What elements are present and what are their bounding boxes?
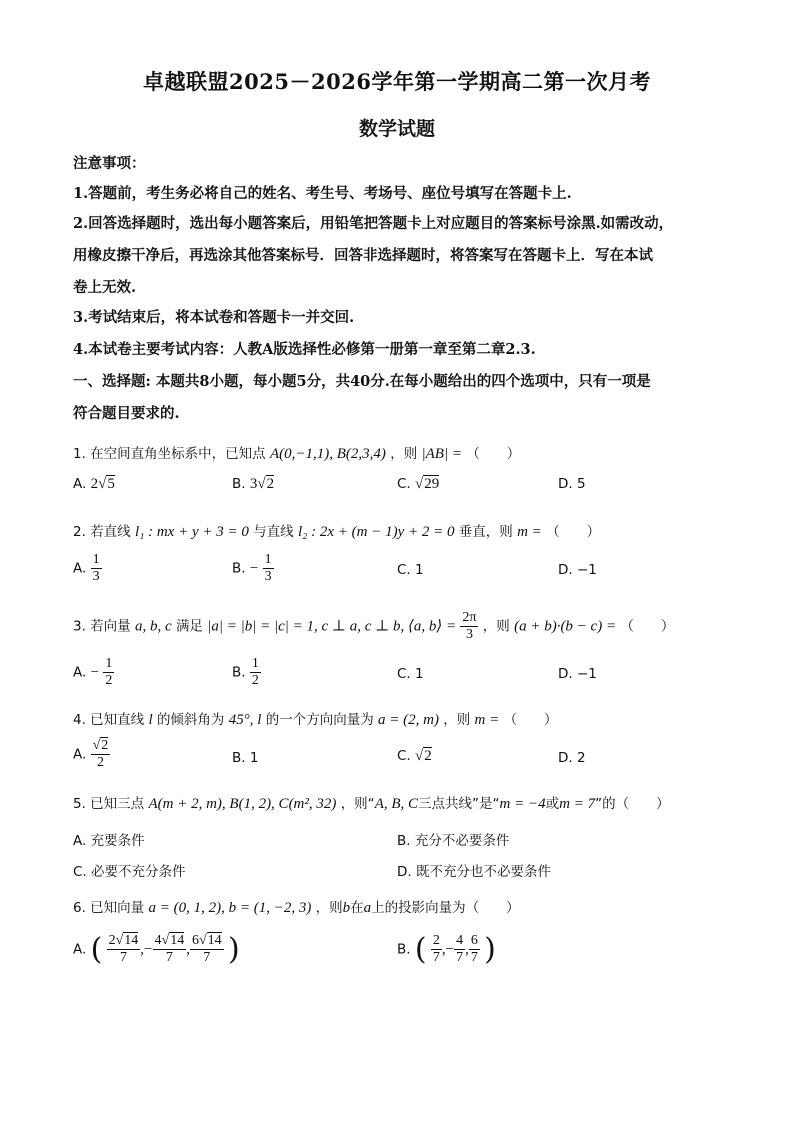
q4-option-d[interactable]: D. 2 (558, 750, 586, 766)
exam-subtitle: 数学试题 (358, 118, 435, 140)
note-3: 3.考试结束后，将本试卷和答题卡一并交回. (73, 309, 355, 326)
note-4: 4.本试卷主要考试内容：人教A版选择性必修第一册第一章至第二章2.3. (73, 341, 536, 358)
q5-option-a[interactable]: A. 充要条件 (73, 833, 145, 849)
q5-option-b[interactable]: B. 充分不必要条件 (397, 833, 510, 849)
q1-option-b[interactable]: B. 3√2 (232, 476, 275, 492)
q4-option-b[interactable]: B. 1 (232, 750, 259, 766)
q1-points: A(0,−1,1), B(2,3,4) (269, 446, 386, 462)
q2-option-c[interactable]: C. 1 (397, 562, 424, 578)
q3-option-b[interactable]: B. $\frac{1}{2}$ (232, 656, 259, 688)
q2-line-1: l₁ : mx + y + 3 = 0 (134, 524, 249, 540)
note-2-line-1: 2.回答选择题时，选出每小题答案后，用铅笔把答题卡上对应题目的答案标号涂黑.如需改动， (73, 215, 674, 232)
q5-option-c[interactable]: C. 必要不充分条件 (73, 864, 186, 880)
note-1: 1.答题前，考生务必将自己的姓名、考生号、考场号、座位号填写在答题卡上. (73, 185, 572, 202)
q5-option-d[interactable]: D. 既不充分也不必要条件 (397, 864, 551, 880)
q3-option-c[interactable]: C. 1 (397, 666, 424, 682)
q4-option-a[interactable]: A. $\frac{√2}{2}$ (73, 738, 109, 770)
q2-option-a[interactable]: A. $\frac{1}{3}$ (73, 552, 100, 584)
section-header-line-1: 一、选择题: 本题共8小题，每小题5分，共40分.在每小题给出的四个选项中，只有一项是 (73, 373, 651, 390)
question-4: 4. 已知直线 l 的倾斜角为 45°, l 的一个方向向量为 a = (2, m) ，则 m = （ ） (73, 712, 558, 728)
q4-angle: 45°, l (228, 712, 262, 728)
exam-title: 卓越联盟2025－2026学年第一学期高二第一次月考 (143, 69, 651, 94)
q1-option-d[interactable]: D. 5 (558, 476, 586, 492)
q1-distance: |AB| = (421, 446, 462, 462)
q6-option-b[interactable]: B. ( $\frac{2}{7}$ ,− $\frac{4}{7}$ , $\frac{6}{7}$ ) (397, 932, 496, 967)
q3-option-a[interactable]: A. − $\frac{1}{2}$ (73, 656, 113, 688)
q5-points: A(m + 2, m), B(1, 2), C(m², 32) (148, 796, 337, 812)
question-5: 5. 已知三点 A(m + 2, m), B(1, 2), C(m², 32) ，则“A, B, C三点共线”是“m = −4或m = 7”的（ ） (73, 796, 670, 812)
note-2-line-3: 卷上无效. (73, 279, 137, 296)
question-6: 6. 已知向量 a = (0, 1, 2), b = (1, −2, 3) ，则b在a上的投影向量为（ ） (73, 900, 520, 916)
notes-heading: 注意事项： (73, 155, 146, 172)
question-2: 2. 若直线 l₁ : mx + y + 3 = 0 与直线 l₂ : 2x + (m − 1)y + 2 = 0 垂直，则 m = （ ） (73, 524, 601, 540)
section-header-line-2: 符合题目要求的. (73, 405, 180, 422)
q2-line-2: l₂ : 2x + (m − 1)y + 2 = 0 (297, 524, 455, 540)
q1-option-a[interactable]: A. 2√5 (73, 476, 115, 492)
note-2-line-2: 用橡皮擦干净后，再选涂其他答案标号．回答非选择题时，将答案写在答题卡上．写在本试 (73, 247, 653, 264)
q4-option-c[interactable]: C. √2 (397, 748, 432, 764)
q2-option-b[interactable]: B. − $\frac{1}{3}$ (232, 552, 272, 584)
q6-vectors: a = (0, 1, 2), b = (1, −2, 3) (148, 900, 312, 916)
q2-option-d[interactable]: D. −1 (558, 562, 597, 578)
q4-direction-vector: a = (2, m) (378, 712, 439, 728)
question-3: 3. 若向量 a, b, c 满足 |a| = |b| = |c| = 1, c ⊥ a, c ⊥ b, ⟨a, b⟩ = $\frac{2\pi}{3}$ ，则 (a + b)·(b − c) = （ ） (73, 610, 675, 642)
q3-option-d[interactable]: D. −1 (558, 666, 597, 682)
question-1: 1. 在空间直角坐标系中，已知点 A(0,−1,1), B(2,3,4) ，则 |AB| = （ ） (73, 446, 521, 462)
q3-conditions: |a| = |b| = |c| = 1, c ⊥ a, c ⊥ b, ⟨a, b⟩ = (207, 618, 457, 635)
q1-option-c[interactable]: C. √29 (397, 476, 440, 492)
q6-option-a[interactable]: A. ( $\frac{2√14}{7}$ ,− $\frac{4√14}{7}$ , $\frac{6√14}{7}$ ) (73, 932, 240, 967)
q3-expression: (a + b)·(b − c) = (514, 618, 617, 635)
